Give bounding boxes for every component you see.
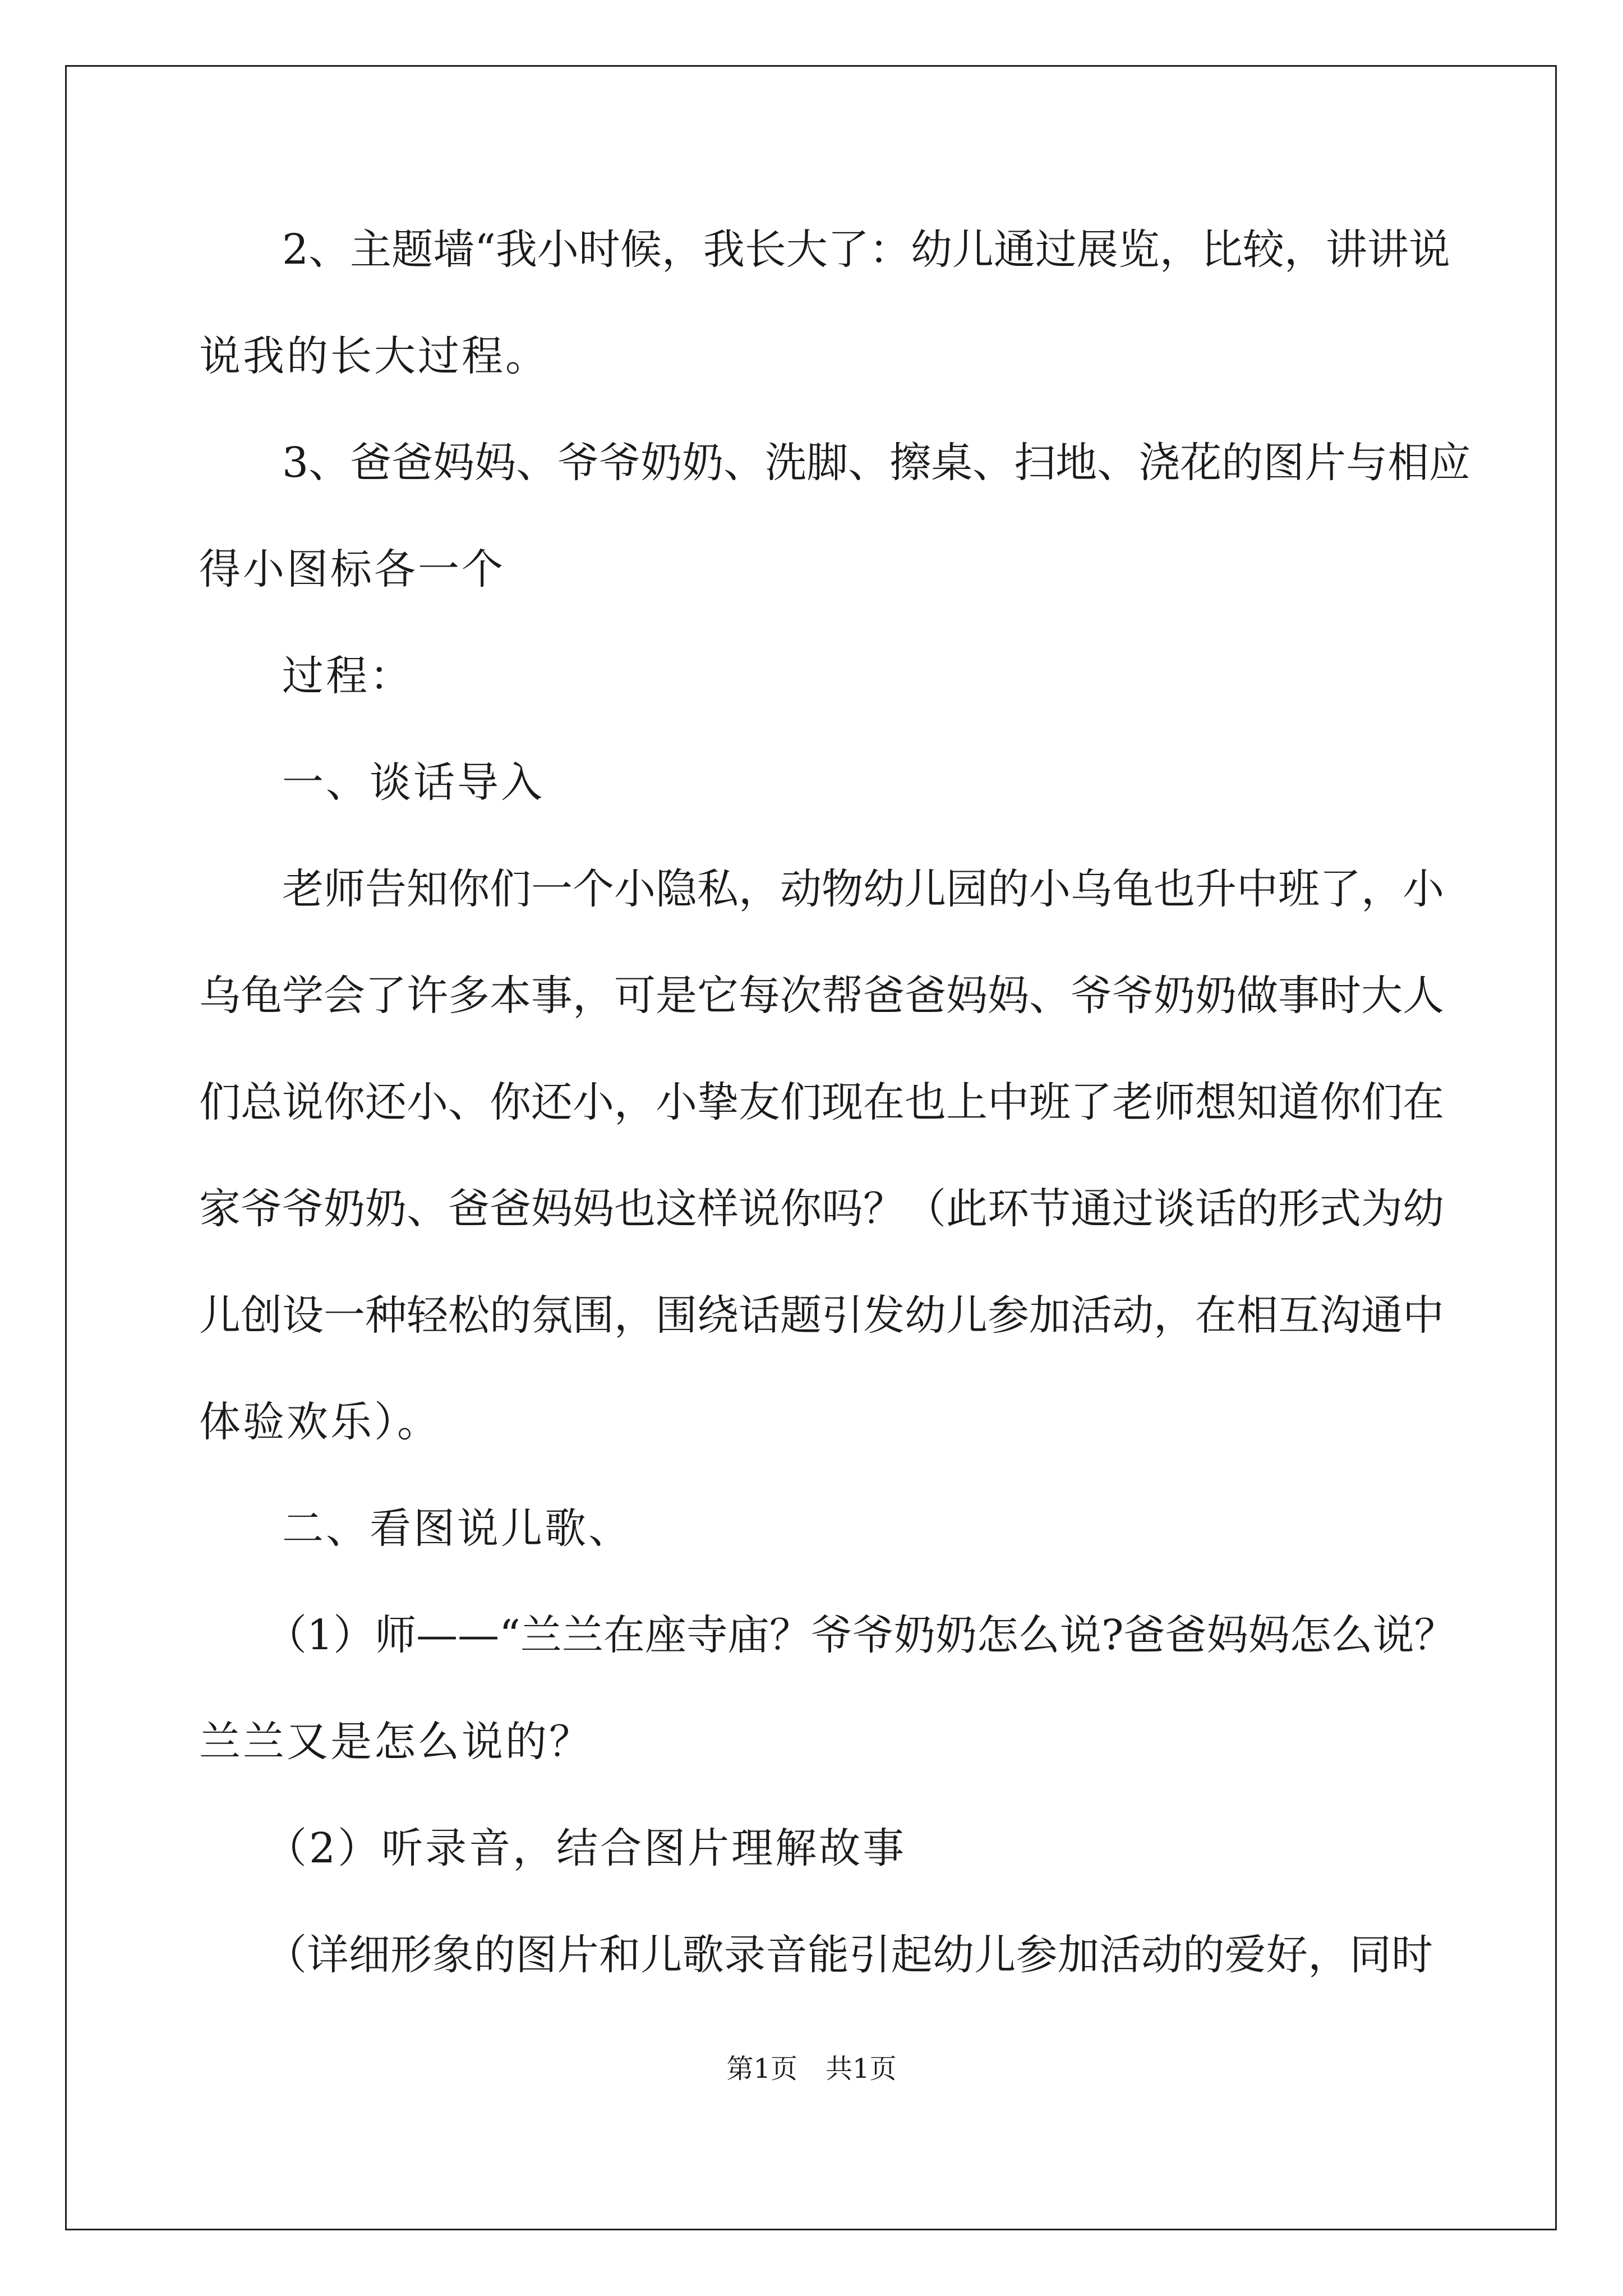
paragraph-line-8: 乌龟学会了许多本事，可是它每次帮爸爸妈妈、爷爷奶奶做事时大人 [199, 972, 1444, 1020]
paragraph-line-4: 得小图标各一个 [199, 545, 505, 593]
page-total: 共1页 [826, 2053, 897, 2085]
paragraph-line-11: 儿创设一种轻松的氛围，围绕话题引发幼儿参加活动，在相互沟通中 [199, 1291, 1444, 1340]
paragraph-line-15: 兰兰又是怎么说的？ [199, 1718, 593, 1766]
page-number: 第1页 [726, 2053, 797, 2085]
paragraph-line-9: 们总说你还小、你还小，小挚友们现在也上中班了老师想知道你们在 [199, 1078, 1444, 1126]
paragraph-line-12: 体验欢乐）。 [199, 1398, 441, 1446]
paragraph-line-10: 家爷爷奶奶、爸爸妈妈也这样说你吗？（此环节通过谈话的形式为幼 [199, 1185, 1444, 1233]
section-heading-1: 一、谈话导入 [282, 758, 545, 807]
paragraph-line-14: （1）师——“兰兰在座寺庙？爷爷奶奶怎么说?爸爸妈妈怎么说？ [265, 1611, 1456, 1659]
paragraph-line-2: 说我的长大过程。 [199, 332, 549, 380]
document-body [199, 216, 1471, 2028]
paragraph-line-16: （2）听录音，结合图片理解故事 [265, 1824, 907, 1872]
page-footer [0, 2052, 1623, 2086]
paragraph-line-3: 3、爸爸妈妈、爷爷奶奶、洗脚、擦桌、扫地、浇花的图片与相应 [282, 439, 1471, 487]
paragraph-line-1: 2、主题墙“我小时候，我长大了：幼儿通过展览，比较，讲讲说 [282, 226, 1450, 274]
paragraph-line-7: 老师告知你们一个小隐私，动物幼儿园的小乌龟也升中班了，小 [282, 865, 1444, 913]
section-heading-process: 过程： [282, 652, 413, 700]
paragraph-line-17: （详细形象的图片和儿歌录音能引起幼儿参加活动的爱好，同时 [265, 1931, 1433, 1979]
section-heading-2: 二、看图说儿歌、 [282, 1504, 632, 1553]
